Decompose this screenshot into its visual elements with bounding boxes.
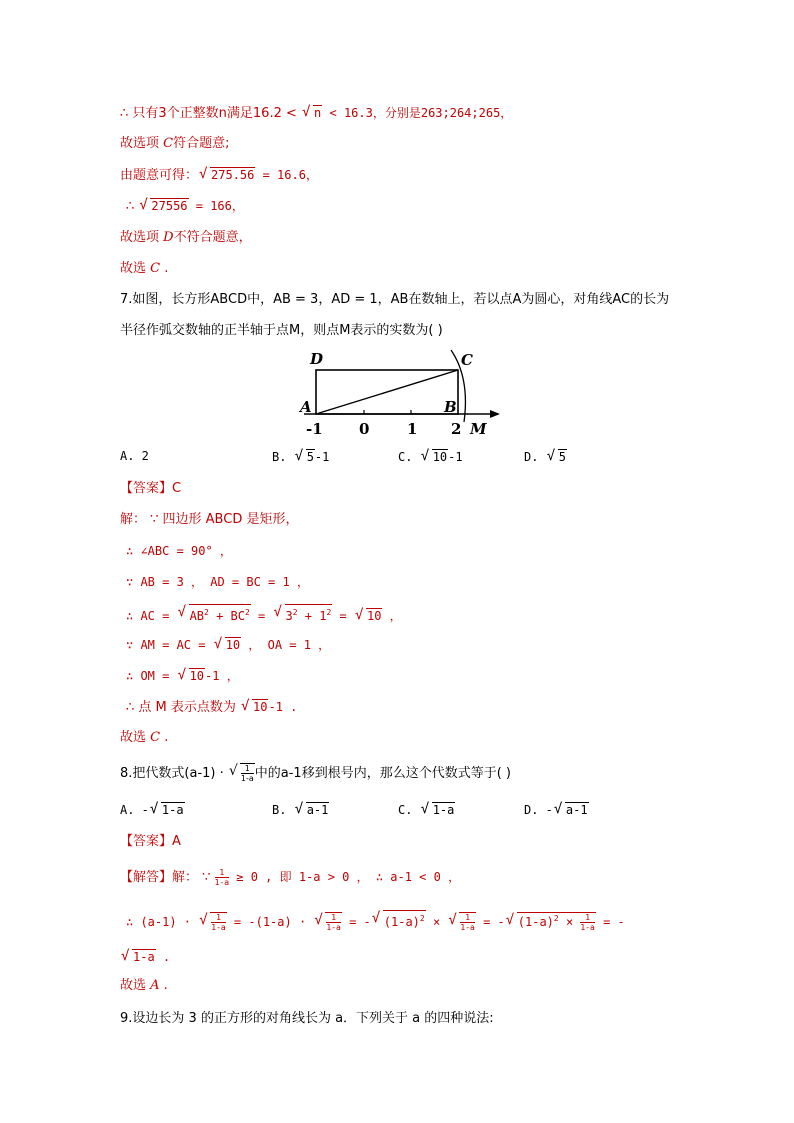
answer-step-5: ∵ AM = AC = √ 10 ， OA = 1 ， (126, 636, 330, 654)
question-8: 8.把代数式(a-1) · √ $\frac{1}{1-a}$ 中的a-1移到根号内，那么这个代数式等于( ) (120, 763, 511, 783)
answer-step-2: ∴ ∠ABC = 90° ， (126, 544, 232, 558)
option-b[interactable]: B. √ 5-1 (272, 449, 329, 465)
text: < 16.3，分别是263;264;265， (322, 106, 513, 120)
answer-step-7: ∴ 点 M 表示点数为 √ 10-1 . (126, 698, 297, 717)
tick-label: 1 (407, 420, 418, 438)
label-M: M (470, 420, 487, 438)
option-a[interactable]: A. 2 (120, 449, 149, 463)
tick-label: 2 (451, 420, 462, 438)
number-line-rectangle-diagram (296, 348, 506, 440)
label-C: C (461, 351, 473, 369)
q8-option-c[interactable]: C. √ 1-a (398, 802, 455, 818)
diagonal-ac (316, 370, 458, 414)
answer-step-4: ∴ AC = √ $AB^2 + BC^2$ = √ $3^2 + 1^2$ = √ 10 ， (126, 604, 402, 625)
answer-tag: 【答案】C (120, 481, 182, 496)
answer-step-3: ∵ AB = 3 ， AD = BC = 1 ， (126, 575, 309, 589)
q8-option-a[interactable]: A. -√ 1-a (120, 802, 185, 818)
sqrt: √ n (302, 104, 322, 122)
q8-option-b[interactable]: B. √ a-1 (272, 802, 329, 818)
q8-answer-step-4: 故选 A . (120, 978, 168, 993)
answer-step-6: ∴ OM = √ 10-1 ， (126, 667, 239, 685)
question-7-line-1: 7.如图，长方形ABCD中，AB = 3，AD = 1，AB在数轴上，若以点A为圆心，对角线AC的长为 (120, 292, 670, 307)
text: ∴ 只有3个正整数n满足16.2 < (120, 106, 302, 121)
question-9: 9.设边长为 3 的正方形的对角线长为 a．下列关于 a 的四种说法: (120, 1011, 494, 1026)
solution-line-6: 故选 C . (120, 261, 169, 276)
q8-answer-step-2: ∴ (a-1) · √ $\frac{1}{1-a}$ = -(1-a) · √ $\frac{1}{1-a}$ = -√ $(1-a)^2$ × √ $\frac{1}{1-a}$ = -√ $(1-a)^2$ × $\frac{1}{1-a}$ = - (126, 910, 625, 932)
q8-answer-step-3: √ 1-a . (120, 948, 170, 966)
solution-line-5: 故选项 D不符合题意， (120, 230, 252, 245)
answer-step-8: 故选 C . (120, 730, 169, 745)
label-D: D (310, 350, 324, 368)
solution-line-1 (120, 104, 512, 123)
option-c[interactable]: C. √ 10-1 (398, 449, 463, 465)
tick-label: 0 (359, 420, 370, 438)
q8-option-d[interactable]: D. -√ a-1 (524, 802, 589, 818)
label-A: A (300, 398, 312, 416)
option-d[interactable]: D. √ 5 (524, 449, 567, 465)
q8-answer-tag: 【答案】A (120, 834, 181, 849)
solution-line-2: 故选项 C符合题意; (120, 136, 230, 151)
solution-line-4: ∴ √ 27556 = 166， (126, 197, 244, 216)
label-B: B (444, 398, 457, 416)
tick-label: -1 (306, 420, 323, 438)
question-7-line-2: 半径作弧交数轴的正半轴于点M，则点M表示的实数为( ) (120, 323, 443, 338)
axis-arrow-icon (490, 410, 500, 418)
q8-answer-step-1: 【解答】解： ∵ $\frac{1}{1-a}$ ≥ 0 , 即 1-a > 0 ， ∴ a-1 < 0 ， (120, 868, 461, 887)
solution-line-3: 由题意可得：√ 275.56 = 16.6， (120, 166, 318, 185)
answer-step-1: 解： ∵ 四边形 ABCD 是矩形， (120, 512, 299, 527)
